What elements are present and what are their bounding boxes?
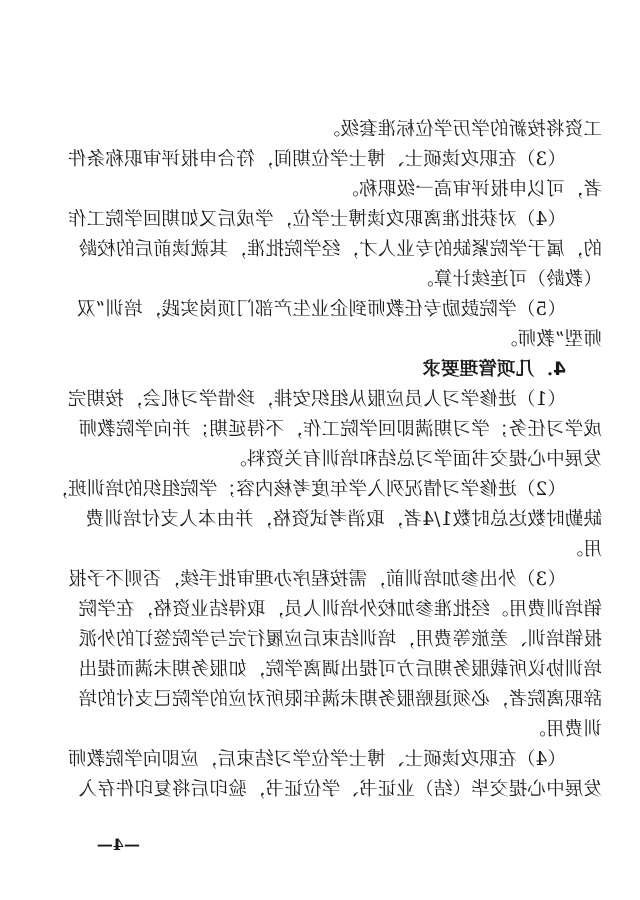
paragraph-line: 报销培训、差旅等费用，培训结束后应履行完与学院签订的外派 — [78, 629, 602, 650]
paragraph-line: 训费用。 — [527, 719, 602, 740]
paragraph-line: 辞职离院者，必须退赔服务期未满年限所对应的学院已支付的培 — [78, 689, 602, 710]
paragraph-line: （2）进修学习情况列入学年度考核内容；学院组织的培训班， — [49, 479, 566, 500]
page-number: —4— — [96, 835, 140, 854]
paragraph-line: 的，属于学院紧缺的专业人才，经学院批准，其就读前后的校龄 — [78, 239, 602, 260]
paragraph-line: （1）进修学习人员应服从组织安排，珍惜学习机会，按期完 — [67, 389, 566, 410]
paragraph-line: 发展中心提交书面学习总结和培训有关资料。 — [227, 449, 602, 470]
paragraph-line: （3）在职攻读硕士、博士学位期间，符合申报评审职称条件 — [67, 149, 566, 170]
paragraph-line: 者，可以申报评审高一级职称。 — [340, 179, 602, 200]
paragraph-line: （教龄）可连续计算。 — [414, 269, 602, 290]
section-heading: 4．几项管理要求 — [422, 359, 566, 380]
paragraph-line: 成学习任务；学习期满即回学院工作，不得延期；并向学院教师 — [78, 419, 602, 440]
paragraph-line: （4）对获批准离职攻读博士学位，学成后又如期回学院工作 — [67, 209, 566, 230]
paragraph-line: 工资将按新的学历学位标准套级。 — [321, 119, 602, 140]
paragraph-line: （4）在职攻读硕士、博士学位学习结束后，应即向学院教师 — [67, 749, 566, 770]
paragraph-line: （3）外出参加培训前，需按程序办理审批手续，否则不予报 — [67, 569, 566, 590]
paragraph-line: 用。 — [564, 539, 602, 560]
paragraph-line: 培训协议所载服务期后方可提出调离学院，如服务期未满而提出 — [78, 659, 602, 680]
paragraph-line: 师型”教师。 — [498, 329, 602, 350]
paragraph-line: 销培训费用。经批准参加校外培训人员，取得结业资格，在学院 — [78, 599, 602, 620]
paragraph-line: （5）学院鼓励专任教师到企业生产部门顶岗实践，培训“双 — [76, 299, 566, 320]
paragraph-line: 发展中心提交毕（结）业证书、学位证书，验印后将复印件存入 — [78, 779, 602, 800]
paragraph-line: 缺勤时数达总时数1/4者，取消考试资格，并由本人支付培训费 — [85, 509, 602, 530]
